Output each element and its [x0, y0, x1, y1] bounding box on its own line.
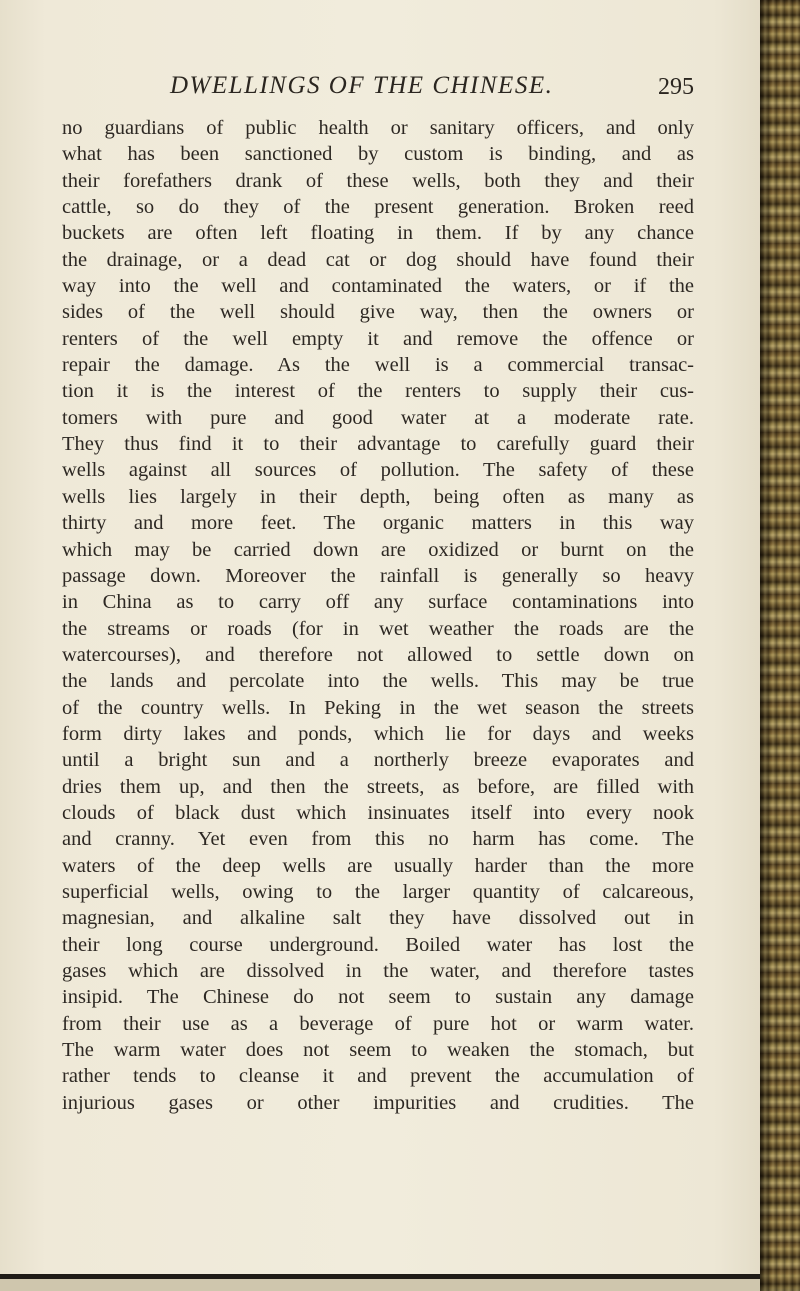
text-line: renters of the well empty it and remove the offence or [62, 327, 694, 350]
body-text [62, 115, 694, 1116]
text-line: and cranny. Yet even from this no harm has come. The [62, 828, 694, 851]
text-line: passage down. Moreover the rainfall is generally so heavy [62, 564, 694, 587]
text-line: in China as to carry off any surface contaminations into [62, 591, 694, 614]
text-line: superficial wells, owing to the larger quantity of calcareous, [62, 880, 694, 903]
text-line: from their use as a beverage of pure hot or warm water. [62, 1012, 694, 1035]
text-line: dries them up, and then the streets, as before, are filled with [62, 775, 694, 798]
text-line: wells against all sources of pollution. The safety of these [62, 459, 694, 482]
text-line: wells lies largely in their depth, being often as many as [62, 485, 694, 508]
text-line: insipid. The Chinese do not seem to sustain any damage [62, 986, 694, 1009]
text-line: gases which are dissolved in the water, and therefore tastes [62, 960, 694, 982]
text-line: the streams or roads (for in wet weather the roads are the [62, 617, 694, 640]
text-line: cattle, so do they of the present generation. Broken reed [62, 196, 694, 219]
page-header [62, 72, 694, 108]
text-line: tion it is the interest of the renters to supply their cus- [62, 380, 694, 403]
text-line: way into the well and contaminated the waters, or if the [62, 275, 694, 298]
text-line: until a bright sun and a northerly breeze evaporates and [62, 749, 694, 772]
text-line: of the country wells. In Peking in the wet season the streets [62, 696, 694, 719]
running-head: DWELLINGS OF THE CHINESE. [170, 72, 554, 99]
text-line: which may be carried down are oxidized or burnt on the [62, 538, 694, 561]
text-line: no guardians of public health or sanitary officers, and only [62, 117, 694, 139]
text-line: magnesian, and alkaline salt they have dissolved out in [62, 907, 694, 930]
text-line: the drainage, or a dead cat or dog should have found their [62, 248, 694, 271]
text-line: tomers with pure and good water at a moderate rate. [62, 406, 694, 429]
text-line: They thus find it to their advantage to carefully guard their [62, 433, 694, 456]
book-binding [760, 0, 800, 1291]
text-line: thirty and more feet. The organic matters in this way [62, 512, 694, 535]
text-line: The warm water does not seem to weaken the stomach, but [62, 1039, 694, 1062]
page-shadow [0, 1279, 800, 1291]
text-line: waters of the deep wells are usually harder than the more [62, 854, 694, 877]
text-line: watercourses), and therefore not allowed to settle down on [62, 643, 694, 666]
text-line: sides of the well should give way, then the owners or [62, 301, 694, 324]
text-line: form dirty lakes and ponds, which lie for days and weeks [62, 722, 694, 745]
text-line: clouds of black dust which insinuates itself into every nook [62, 801, 694, 824]
text-line: rather tends to cleanse it and prevent the accumulation of [62, 1065, 694, 1088]
text-line: buckets are often left floating in them. If by any chance [62, 222, 694, 245]
text-line: their long course underground. Boiled water has lost the [62, 933, 694, 956]
text-line: the lands and percolate into the wells. This may be true [62, 670, 694, 693]
text-line: their forefathers drank of these wells, both they and their [62, 169, 694, 192]
text-line: injurious gases or other impurities and crudities. The [62, 1091, 694, 1114]
text-line: what has been sanctioned by custom is binding, and as [62, 143, 694, 166]
page-number: 295 [658, 74, 694, 100]
text-line: repair the damage. As the well is a commercial transac- [62, 354, 694, 377]
